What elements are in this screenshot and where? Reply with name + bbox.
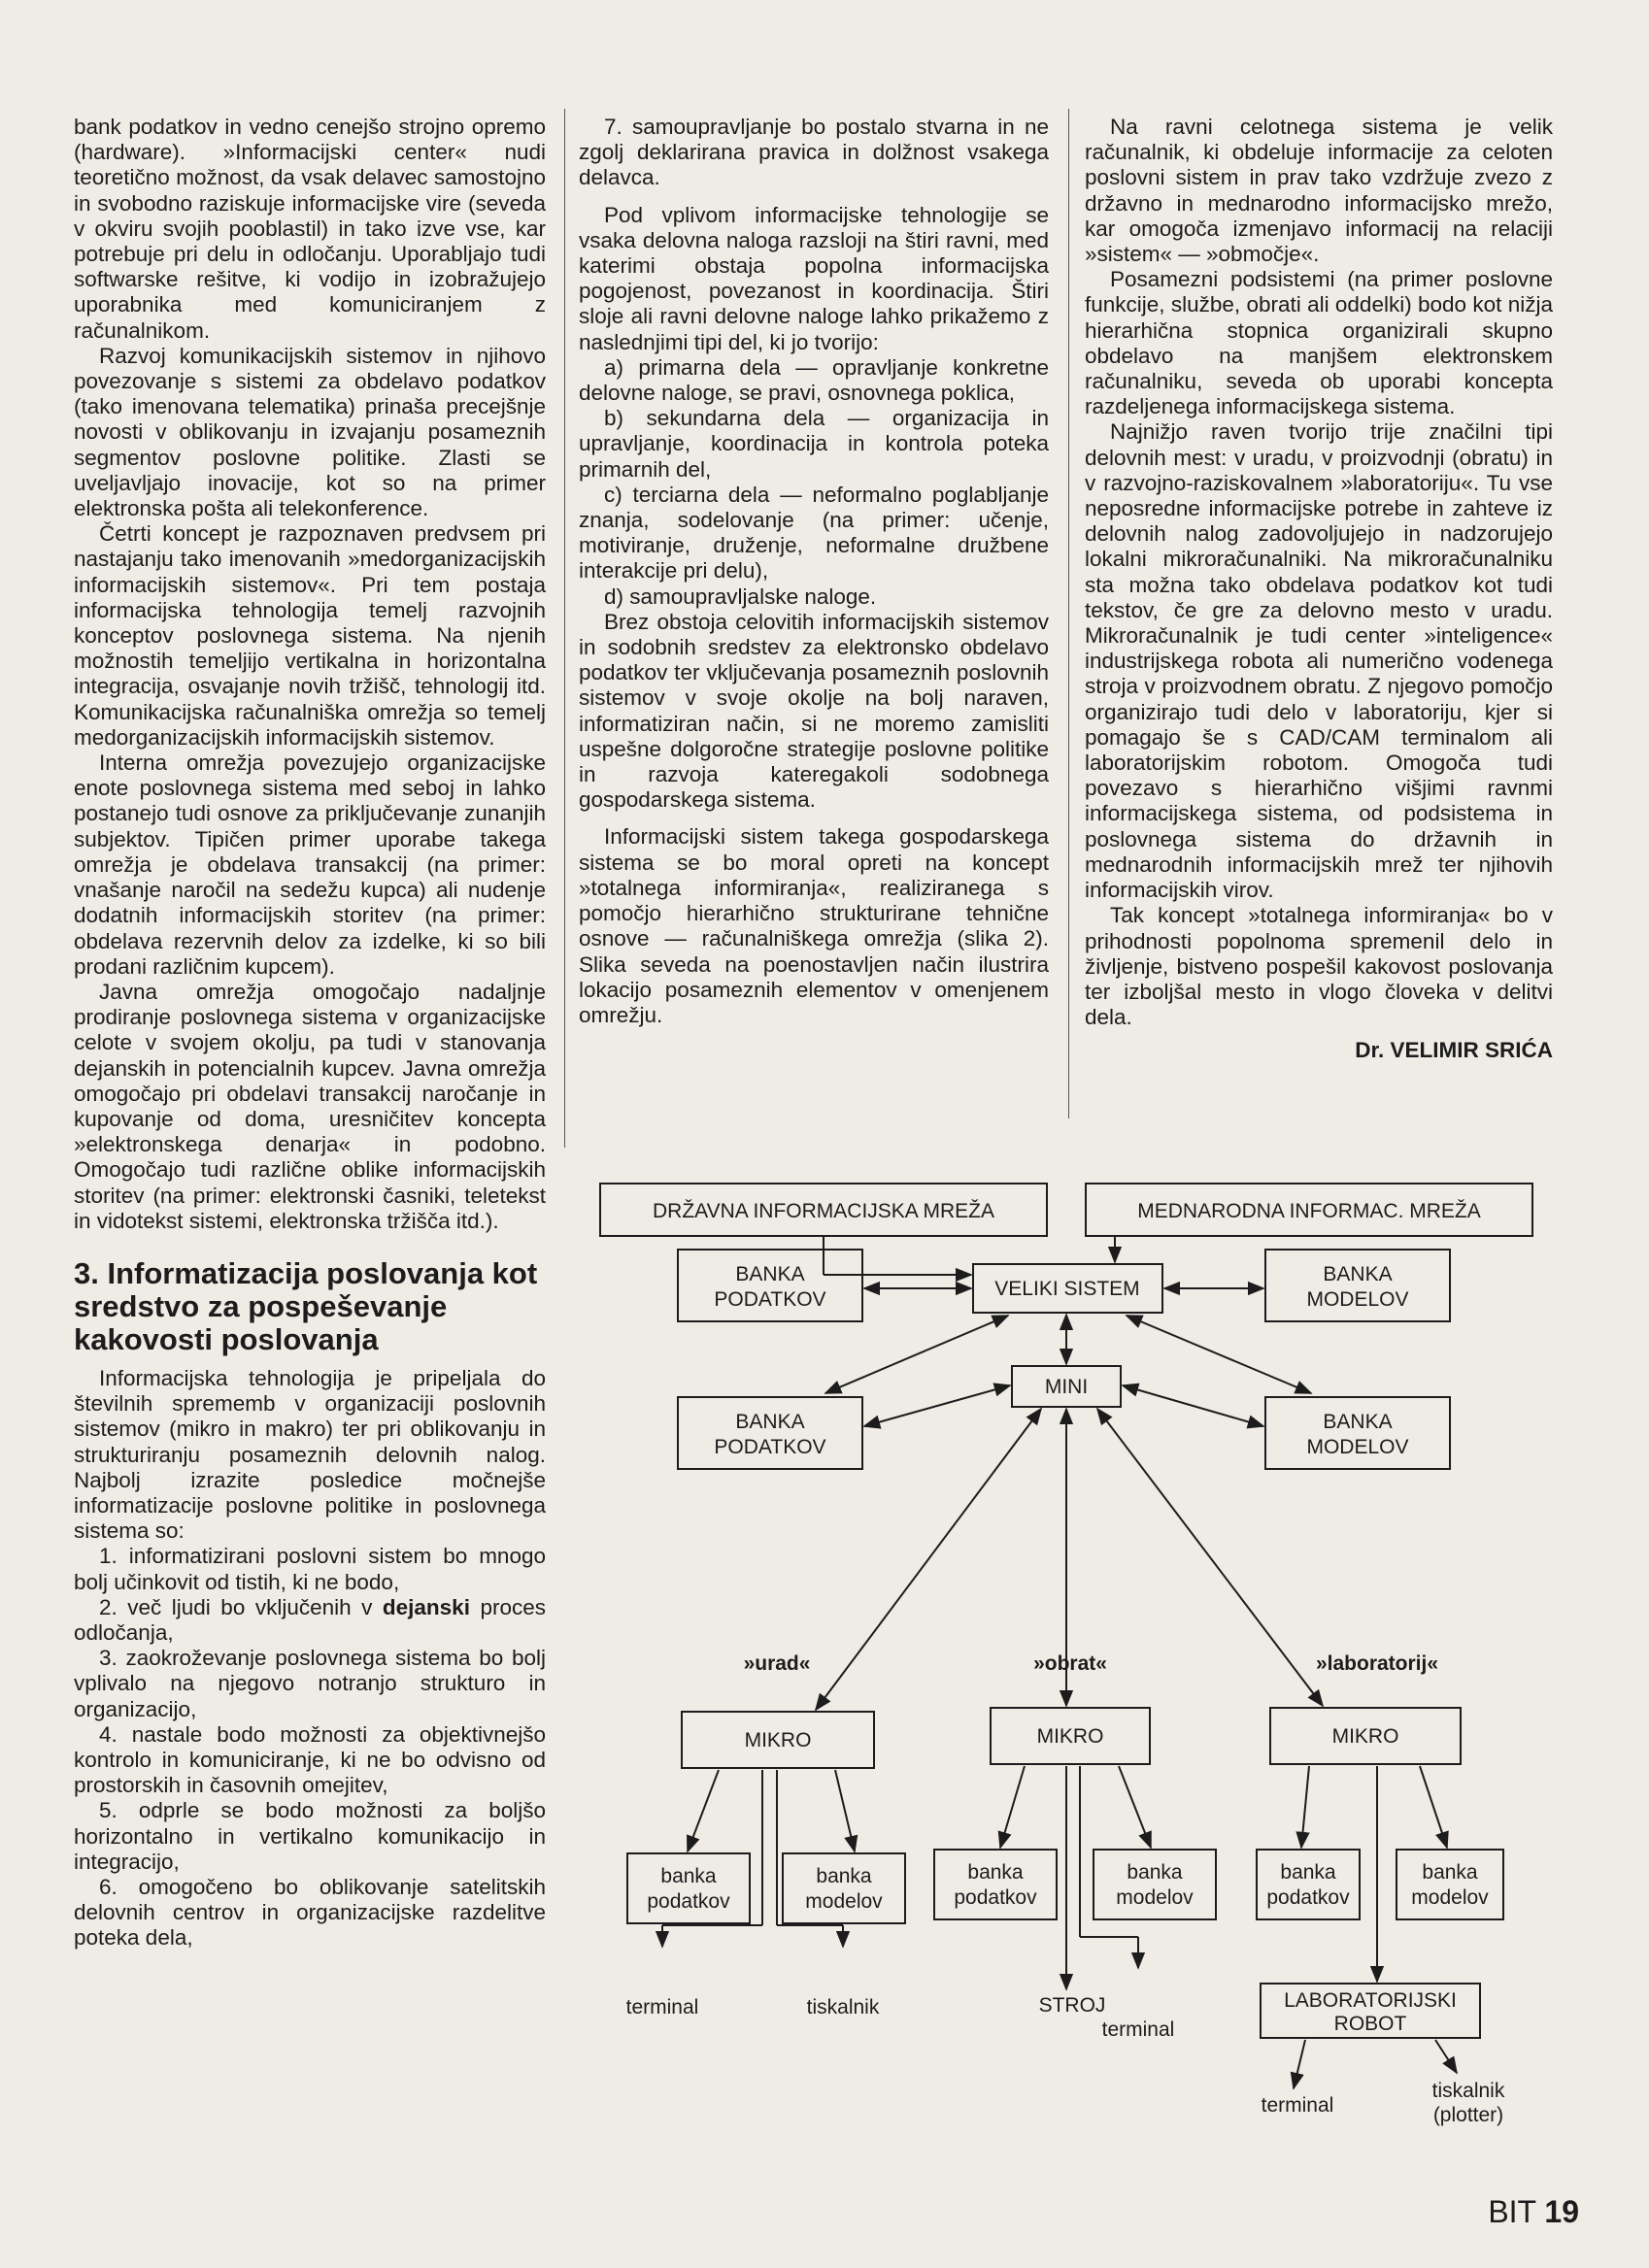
label-plotter: (plotter) [1432, 2104, 1504, 2126]
section-heading: 3. Informatizacija poslovanja kot sredstvo za pospeševanje kakovosti poslovanja [74, 1255, 538, 1356]
label-tiskalnik: tiskalnik [806, 1996, 880, 2018]
column-2 [579, 115, 1049, 1028]
paragraph: Informacijski sistem takega gospodarskega sistema se bo moral opreti na koncept »totalnega informiranja«, realiziranega s pomočjo hierarhično strukturirane tehnične osnove — računalniškega omrežja (slika 2). Slika seveda na poenostavljen način ilustrira lokacijo posameznih elementov v omenjenem omrežju. [579, 824, 1049, 1027]
paragraph: Interna omrežja povezujejo organizacijske enote poslovnega sistema med seboj in lahko postanejo tudi osnove za priključevanje zunanjih subjektov. Tipičen primer uporabe takega omrežja je obdelava transakcij (na primer: vnašanje naročil na sedežu kupca) ali nudenje dodatnih informacijskih storitev (na primer: obdelava rezervnih delov za izdelke, ki so bili prodani različnim kupcem). [74, 750, 546, 979]
label-modelov: modelov [1411, 1886, 1489, 1909]
label-banka: banka [816, 1865, 872, 1887]
label-terminal: terminal [1261, 2094, 1334, 2117]
box-banka-modelov-lab [1397, 1850, 1503, 1919]
box-banka-modelov-urad [783, 1853, 905, 1923]
label-modelov: MODELOV [1306, 1288, 1409, 1311]
column-rule-2 [1068, 109, 1069, 1118]
label-podatkov: PODATKOV [714, 1436, 826, 1458]
label-modelov: modelov [1116, 1886, 1194, 1909]
box-banka-podatkov-obrat [934, 1850, 1057, 1919]
column-3 [1085, 115, 1553, 1064]
list-item: 1. informatizirani poslovni sistem bo mnogo bolj učinkovit od tistih, ki ne bodo, [74, 1544, 546, 1594]
box-banka-podatkov-urad [627, 1853, 750, 1923]
paragraph: Četrti koncept je razpoznaven predvsem pri nastajanju tako imenovanih »medorganizacijskih informacijskih sistemov«. Pri tem postaja informacijska tehnologija temelj razvojnih konceptov poslovnega sistema. Na njenih možnostih temeljijo vertikalna in horizontalna integracija, osvajanje novih tržišč, tehnologij itd. Komunikacijska računalniška omrežja so temelj medorganizacijskih informacijskih sistemov. [74, 521, 546, 750]
label-mikro: MIKRO [744, 1729, 812, 1751]
list-item: d) samoupravljalske naloge. [604, 584, 877, 609]
label-stroj: STROJ [1038, 1994, 1106, 2017]
label-banka: BANKA [1323, 1411, 1393, 1433]
list-item: 6. omogočeno bo oblikovanje satelitskih delovnih centrov in organizacijske razdelitve poteka dela, [74, 1875, 546, 1951]
label-banka: banka [660, 1865, 717, 1887]
label-banka: banka [1422, 1861, 1478, 1884]
label-veliki: VELIKI SISTEM [994, 1278, 1140, 1300]
paragraph: Tak koncept »totalnega informiranja« bo v prihodnosti popolnoma spremenil delo in življenje, bistveno pospešil kakovost poslovanja ter izboljšal mesto in vlogo človeka v delitvi dela. [1085, 903, 1553, 1030]
label-laboratorij: »laboratorij« [1315, 1652, 1439, 1675]
label-podatkov: podatkov [1266, 1886, 1350, 1909]
label-banka: BANKA [735, 1263, 805, 1285]
page-number: 19 [1544, 2194, 1579, 2229]
paragraph: Informacijska tehnologija je pripeljala do številnih sprememb v organizaciji poslovnih sistemov (mikro in makro) ter pri oblikovanju in strukturiranju posameznih delovnih nalog. Najbolj izrazite posledice močnejše informatizacije poslovne politike in poslovnega sistema so: [74, 1365, 546, 1544]
list-item: 5. odprle se bodo možnosti za boljšo horizontalno in vertikalno komunikacijo in integracijo, [74, 1798, 546, 1874]
label-mednarodna: MEDNARODNA INFORMAC. MREŽA [1137, 1200, 1481, 1222]
label-mikro: MIKRO [1036, 1725, 1104, 1748]
box-banka-modelov-obrat [1094, 1850, 1216, 1919]
label-lab-robot: LABORATORIJSKI [1284, 1989, 1457, 2012]
label-modelov: modelov [805, 1890, 883, 1913]
label-modelov: MODELOV [1306, 1436, 1409, 1458]
label-urad: »urad« [743, 1652, 811, 1675]
label-banka: BANKA [1323, 1263, 1393, 1285]
list-item: 3. zaokroževanje poslovnega sistema bo bolj vplivalo na njegovo notranjo strukturo in organizacijo, [74, 1646, 546, 1721]
label-banka: BANKA [735, 1411, 805, 1433]
label-tiskalnik: tiskalnik [1431, 2080, 1505, 2102]
page-footer [1488, 2194, 1579, 2230]
column-1 [74, 115, 546, 1951]
paragraph: Pod vplivom informacijske tehnologije se vsaka delovna naloga razsloji na štiri ravni, med katerimi obstaja popolna informacijska pogojenost, povezanost in koordinacija. Štiri sloje ali ravni delovne naloge lahko prikažemo z naslednjimi tipi del, ki jo tvorijo: [579, 202, 1049, 354]
label-banka: banka [1127, 1861, 1183, 1884]
author-name: Dr. VELIMIR SRIĆA [1355, 1038, 1553, 1063]
list-item: a) primarna dela — opravljanje konkretne delovne naloge, se pravi, osnovnega poklica, [579, 354, 1049, 406]
label-drzavna: DRŽAVNA INFORMACIJSKA MREŽA [653, 1200, 994, 1222]
label-podatkov: PODATKOV [714, 1288, 826, 1311]
label-banka: banka [1280, 1861, 1336, 1884]
label-podatkov: podatkov [647, 1890, 730, 1913]
label-lab-robot: ROBOT [1333, 2013, 1407, 2035]
box-banka-podatkov-lab [1257, 1850, 1360, 1919]
network-diagram [583, 1170, 1554, 2151]
label-terminal: terminal [1101, 2018, 1175, 2041]
list-item: 4. nastale bodo možnosti za objektivnejšo kontrolo in komuniciranje, ki ne bo odvisno od prostorskih in časovnih omejitev, [74, 1721, 546, 1798]
label-terminal: terminal [625, 1996, 699, 2018]
paragraph: bank podatkov in vedno cenejšo strojno opremo (hardware). »Informacijski center« nudi teoretično možnost, da vsak delavec samostojno in svobodno raziskuje informacijske vire (seveda v okviru svojih pooblastil) in tako izve vse, kar potrebuje pri delu in odločanju. Uporabljajo tudi softwarske rešitve, ki vodijo in izobražujejo uporabnika med komuniciranjem z računalnikom. [74, 115, 546, 343]
paragraph: Na ravni celotnega sistema je velik računalnik, ki obdeluje informacije za celoten poslovni sistem in prav tako vzdržuje zvezo z državno in mednarodno informacijsko mrežo, kar omogoča izmenjavo informacij na relaciji »sistem« — »območje«. [1085, 115, 1553, 267]
paragraph: Javna omrežja omogočajo nadaljnje prodiranje poslovnega sistema v organizacijske celote v svojem okolju, pa tudi v stanovanja dejanskih in potencialnih kupcev. Javna omrežja omogočajo pri obdelavi transakcij naročanje in kupovanje od doma, uresničitev koncepta »elektronskega denarja« in podobno. Omogočajo tudi različne oblike informacijskih storitev (na primer: elektronski časniki, teletekst in vidotekst sistemi, elektronska tržišča itd.). [74, 979, 546, 1233]
list-item: b) sekundarna dela — organizacija in upravljanje, koordinacija in kontrola poteka primarnih del, [579, 406, 1049, 482]
label-mini: MINI [1044, 1376, 1089, 1398]
paragraph: Razvoj komunikacijskih sistemov in njihovo povezovanje s sistemi za obdelavo podatkov (tako imenovana telematika) prinaša precejšnje novosti v oblikovanju in izvajanju posameznih segmentov poslovne politike. Zlasti se uveljavljajo inovacije, kot so na primer elektronska pošta ali telekonference. [74, 343, 546, 521]
paragraph: Najnižjo raven tvorijo trije značilni tipi delovnih mest: v uradu, v proizvodnji (obratu) in v razvojno-raziskovalnem »laboratoriju«. Tu vse neposredne informacijske potrebe in zahteve iz delovnih nalog zadovoljujejo in nadzorujejo lokalni mikroračunalniki. Na mikroračunalniku sta možna tako obdelava podatkov kot tudi tekstov, če gre za delovno mesto v uradu. Mikroračunalnik je tudi center »inteligence« industrijskega robota ali numerično vodenega stroja v proizvodnem obratu. Z njegovo pomočjo organizirajo tudi delo v laboratoriju, kjer si pomagajo še s CAD/CAM terminalom ali laboratorijskim robotom. Omogoča tudi povezavo s hierarhično višjimi ravnmi informacijskega sistema, od podsistema in poslovnega sistema do državnih in mednarodnih informacijskih mrež ter njihovih informacijskih virov. [1085, 419, 1553, 903]
label-mikro: MIKRO [1331, 1725, 1399, 1748]
list-item: c) terciarna dela — neformalno poglabljanje znanja, sodelovanje (na primer: učenje, motiviranje, druženje, neformalne družbene interakcije pri delu), [579, 482, 1049, 584]
paragraph: 7. samoupravljanje bo postalo stvarna in ne zgolj deklarirana pravica in dolžnost vsakega delavca. [579, 115, 1049, 190]
magazine-name: BIT [1488, 2194, 1536, 2229]
column-rule-1 [564, 109, 565, 1148]
label-obrat: »obrat« [1033, 1652, 1107, 1675]
list-item: 2. več ljudi bo vključenih v dejanski proces odločanja, [74, 1594, 546, 1645]
label-podatkov: podatkov [954, 1886, 1037, 1909]
paragraph: Brez obstoja celovitih informacijskih sistemov in sodobnih sredstev za elektronsko obdelavo podatkov ter vključevanja posameznih poslovnih sistemov v svoje okolje na bolj naraven, informatiziran način, si ne moremo zamisliti uspešne dolgoročne strategije poslovne politike in razvoja kateregakoli sodobnega gospodarskega sistema. [579, 609, 1049, 813]
paragraph: Posamezni podsistemi (na primer poslovne funkcije, službe, obrati ali oddelki) bodo kot nižja hierarhična stopnica organizirali skupno obdelavo na manjšem elektronskem računalniku, seveda ob uporabi koncepta razdeljenega informacijskega sistema. [1085, 267, 1553, 419]
label-banka: banka [967, 1861, 1024, 1884]
